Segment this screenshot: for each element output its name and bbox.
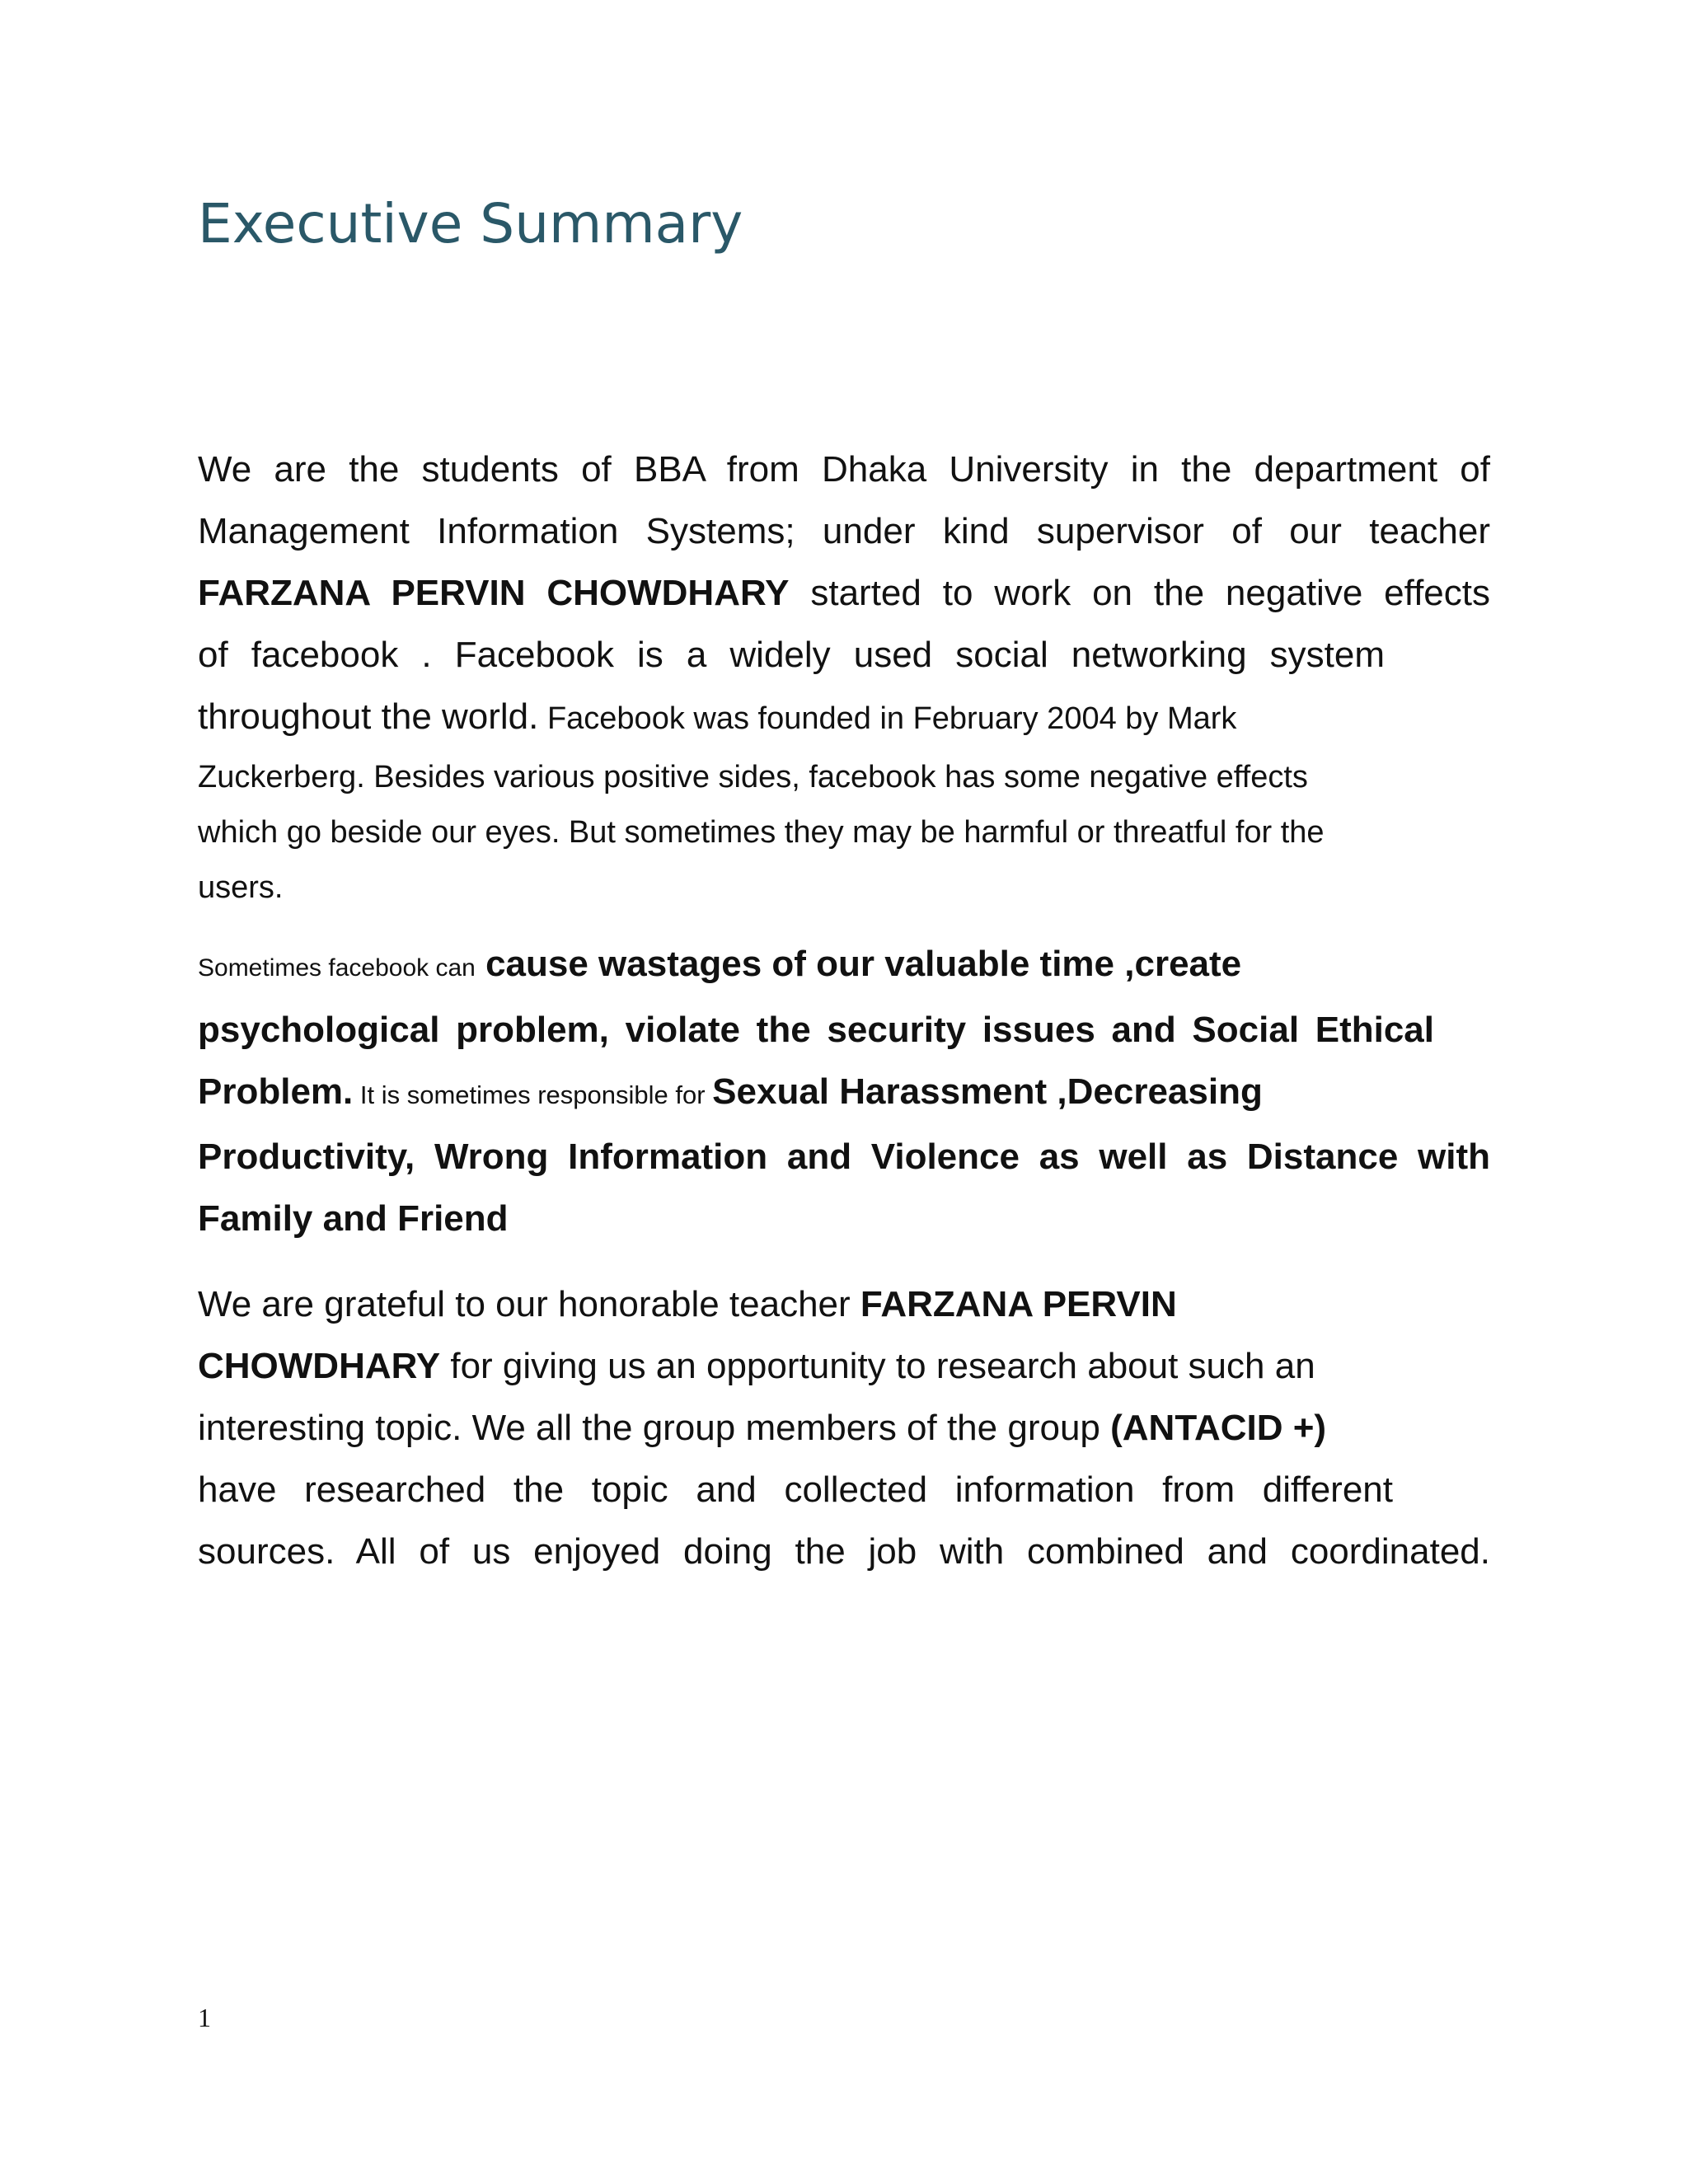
teacher-name: FARZANA PERVIN CHOWDHARY	[198, 573, 790, 613]
text-span: interesting topic. We all the group members of the group	[198, 1408, 1111, 1448]
text-span: started to work on the negative effects	[789, 573, 1490, 613]
text-span: users.	[198, 870, 284, 905]
group-name: (ANTACID +)	[1110, 1408, 1327, 1448]
text-span: Zuckerberg. Besides various positive sides, facebook has some negative effects	[198, 760, 1308, 794]
text-span: psychological problem, violate the security issues and Social Ethical	[198, 1010, 1434, 1050]
text-line	[198, 438, 1490, 500]
text-line	[198, 1273, 1261, 1335]
paragraph-acknowledgement	[198, 1273, 1490, 1582]
page-number: 1	[198, 2003, 211, 2032]
text-line	[198, 1126, 1490, 1188]
text-span: which go beside our eyes. But sometimes they may be harmful or threatful for the	[198, 815, 1325, 850]
teacher-name: CHOWDHARY	[198, 1346, 441, 1386]
text-span: Sometimes facebook can	[198, 954, 476, 982]
paragraph-negative-effects	[198, 933, 1490, 1249]
text-line	[198, 1188, 1490, 1249]
teacher-name: FARZANA PERVIN	[860, 1284, 1177, 1324]
text-line	[198, 805, 1490, 860]
text-span: We are grateful to our honorable teacher	[198, 1284, 860, 1324]
text-line	[198, 624, 1385, 686]
text-line	[198, 562, 1490, 624]
text-span: throughout the world.	[198, 696, 539, 737]
text-span: Facebook was founded in February 2004 by Mark	[538, 701, 1237, 736]
text-span: We are the students of BBA from Dhaka University in the department of	[198, 449, 1490, 490]
text-line	[198, 1521, 1490, 1582]
text-span: cause wastages of our valuable time ,create	[475, 944, 1242, 984]
text-line	[198, 1459, 1393, 1521]
text-span: Management Information Systems; under kind supervisor of our teacher	[198, 511, 1490, 551]
text-span: Family and Friend	[198, 1198, 509, 1239]
text-line	[198, 1397, 1459, 1459]
text-span: sources. All of us enjoyed doing the job with combined and coordinated.	[198, 1531, 1490, 1572]
text-span: Problem.	[198, 1071, 354, 1112]
text-span: for giving us an opportunity to research about such an	[440, 1346, 1315, 1386]
text-line	[198, 500, 1490, 562]
text-span: Sexual Harassment ,Decreasing	[712, 1071, 1263, 1112]
text-line	[198, 1061, 1376, 1126]
text-line	[198, 686, 1385, 750]
text-line	[198, 999, 1434, 1061]
text-span: of facebook . Facebook is a widely used social networking system	[198, 635, 1385, 675]
text-line	[198, 1335, 1426, 1397]
text-line	[198, 750, 1490, 805]
text-span: have researched the topic and collected information from different	[198, 1469, 1393, 1510]
paragraph-introduction	[198, 438, 1490, 916]
text-span: Productivity, Wrong Information and Violence as well as Distance with	[198, 1137, 1490, 1177]
text-line	[198, 933, 1343, 999]
text-span: It is sometimes responsible for	[353, 1080, 713, 1109]
text-line	[198, 860, 1490, 916]
page-title: Executive Summary	[198, 192, 743, 255]
